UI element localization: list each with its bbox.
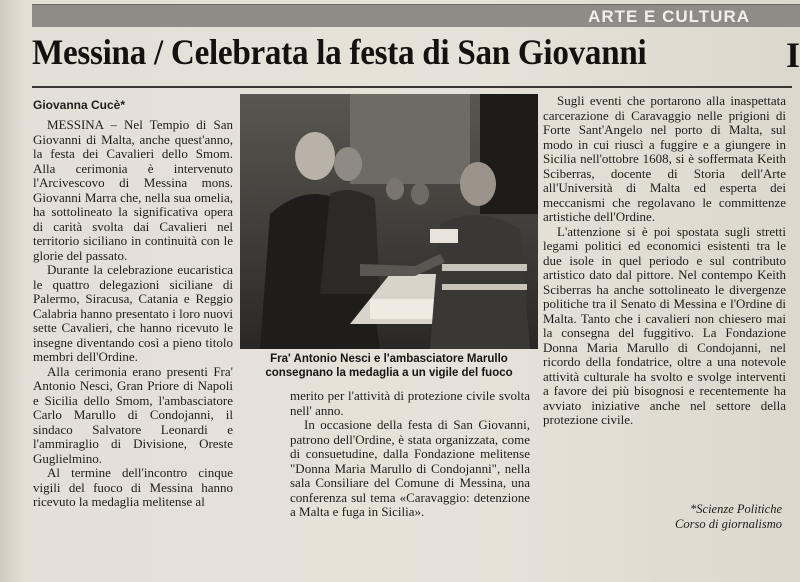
- paragraph: Alla cerimonia erano presenti Fra' Antonio Nesci, Gran Priore di Napoli e Sicilia dello Smom, l'ambasciatore Carlo Marullo di Condojanni, il sindaco Salvatore Leonardi e l'ammiraglio di Divisione, Oreste Guglielmino.: [33, 363, 233, 466]
- headline: Messina / Celebrata la festa di San Giovanni: [32, 32, 647, 72]
- headline-cut-edge: I: [786, 35, 800, 75]
- paragraph: Sugli eventi che portarono alla inaspettata carcerazione di Caravaggio nelle prigioni di Forte Sant'Angelo nel porto di Malta, sul modo in cui riuscì a fuggire e a giungere in Sicilia nell'ottobre 1608, si è soffermata Keith Sciberras, docente di Storia dell'Arte all'Università di Malta ed esperta dei meccanismi che regolavano le committenze artistiche dell'Ordine.: [543, 93, 786, 224]
- byline: Giovanna Cucè*: [33, 98, 126, 112]
- headline-rule: [32, 86, 792, 88]
- paragraph: Al termine dell'incontro cinque vigili del fuoco di Messina hanno ricevuto la medaglia melitense al: [33, 465, 233, 509]
- article-column-3: [543, 94, 786, 428]
- author-note-line: Corso di giornalismo: [675, 517, 782, 531]
- section-bar: [32, 4, 800, 27]
- author-note-line: *Scienze Politiche: [690, 502, 782, 516]
- photo-caption: Fra' Antonio Nesci e l'ambasciatore Marullo consegnano la medaglia a un vigile del fuoco: [265, 353, 513, 379]
- paragraph: Durante la celebrazione eucaristica le quattro delegazioni siciliane di Palermo, Siracusa, Catania e Reggio Calabria hanno presentato i loro nuovi sette Cavalieri, che hanno ricevuto le insegne diventando così a pieno titolo membri dell'Ordine.: [33, 262, 233, 364]
- article-column-2: [290, 389, 530, 520]
- paragraph: merito per l'attività di protezione civile svolta nell' anno.: [290, 388, 530, 418]
- paragraph: MESSINA – Nel Tempio di San Giovanni di Malta, anche quest'anno, la festa dei Cavalieri dello Smom. Alla cerimonia è intervenuto l'Arcivescovo di Messina mons. Giovanni Marra che, nella sua omelia, ha sottolineato la significativa opera di carità svolta dai Cavalieri nel territorio siciliano in continuità con le glorie del passato.: [33, 117, 233, 263]
- article-column-1: [33, 118, 233, 510]
- news-photo: [240, 94, 538, 349]
- author-note: [675, 502, 782, 532]
- paragraph: L'attenzione si è poi spostata sugli stretti legami politici ed economici esistenti tra le due isole in quel periodo e sul contributo artistico dato dal pittore. Nel contempo Keith Sciberras ha anche sottolineato le divergenze politiche tra il Senato di Messina e l'Ordine di Malta. Tanto che i cavalieri non chiesero mai la consegna del fuggitivo. La Fondazione Donna Maria Marullo di Condojanni, nel ricordo della fondatrice, oltre a una notevole attività culturale ha svolto e svolge interventi a favore dei più bisognosi e recentemente ha avviato iniziative anche nel settore della protezione civile.: [543, 223, 786, 427]
- ceremony-photo-image: [240, 94, 538, 349]
- paragraph: In occasione della festa di San Giovanni, patrono dell'Ordine, è stata organizzata, come di consuetudine, dalla Fondazione melitense "Donna Maria Marullo di Condojanni", nella sala Consiliare del Comune di Messina, una conferenza sul tema «Caravaggio: detenzione a Malta e fuga in Sicilia».: [290, 417, 530, 519]
- section-label: ARTE E CULTURA: [588, 7, 750, 26]
